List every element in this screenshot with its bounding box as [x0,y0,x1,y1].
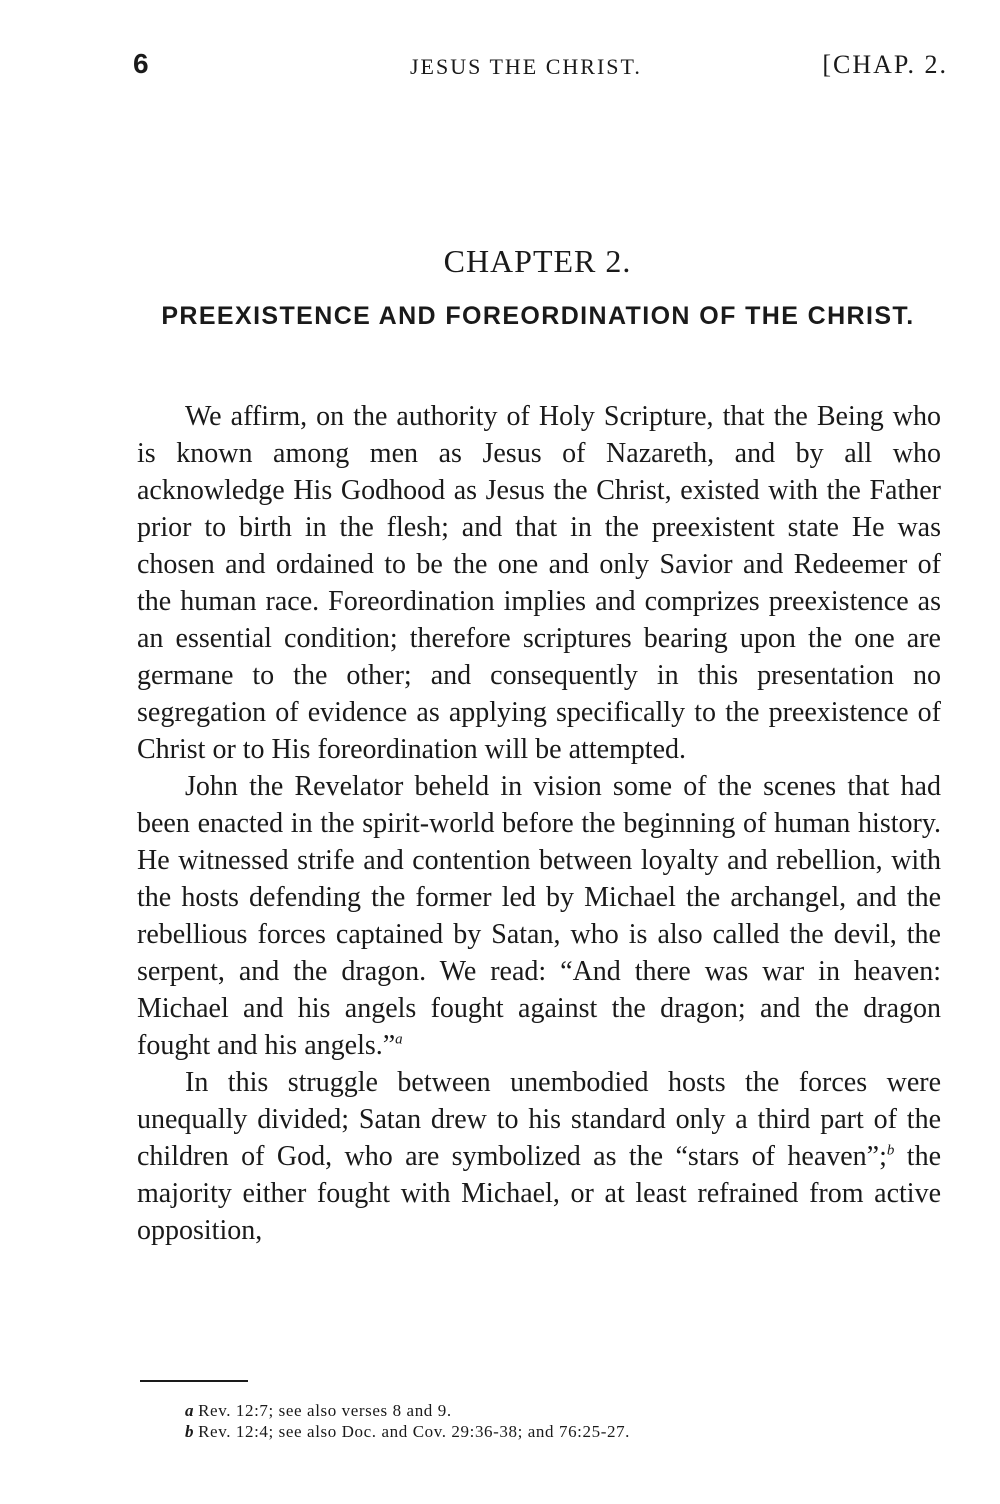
body-text [137,398,941,1249]
paragraph-text-continued: the majority either fought with Michael, or at least refrained from active opposition, [137,1141,941,1246]
paragraph-text: We affirm, on the authority of Holy Scripture, that the Being who is known among men as Jesus of Nazareth, and by all who acknowledge His Godhood as Jesus the Christ, existed with the Father prior to birth in the flesh; and that in the preexistent state He was chosen and ordained to be the one and only Savior and Redeemer of the human race. Foreordination implies and comprizes preexistence as an essential condition; therefore scriptures bearing upon the one are germane to the other; and consequently in this presentation no segregation of evidence as applying specifically to the preexistence of Christ or to His foreordination will be attempted. [137,401,941,765]
footnote-a [185,1400,885,1421]
chapter-reference: [CHAP. 2. [822,50,948,79]
footnote-divider [140,1380,248,1382]
paragraph-2 [137,768,941,1064]
footnotes [185,1400,885,1442]
footnote-mark-b: b [886,1142,895,1159]
footnote-mark-a: a [395,1031,403,1048]
footnote-text: Rev. 12:7; see also verses 8 and 9. [198,1401,452,1420]
paragraph-text: John the Revelator beheld in vision some of the scenes that had been enacted in the spirit-world before the beginning of human history. He witnessed strife and contention between loyalty and rebellion, with the hosts defending the former led by Michael the archangel, and the rebellious forces captained by Satan, who is also called the devil, the serpent, and the dragon. We read: “And there was war in heaven: Michael and his angels fought against the dragon; and the dragon fought and his angels.” [137,771,941,1061]
paragraph-1 [137,398,941,768]
footnote-mark: b [185,1422,195,1441]
running-title: JESUS THE CHRIST. [410,54,642,79]
running-header [133,48,948,88]
page-number: 6 [133,48,149,79]
chapter-subtitle: PREEXISTENCE AND FOREORDINATION OF THE CHRIST. [161,302,915,330]
footnote-text: Rev. 12:4; see also Doc. and Cov. 29:36-38; and 76:25-27. [198,1422,631,1441]
paragraph-text: In this struggle between unembodied hosts the forces were unequally divided; Satan drew to his standard only a third part of the children of God, who are symbolized as the “stars of heaven”; [137,1067,941,1172]
footnote-mark: a [185,1401,195,1420]
footnote-b [185,1421,885,1442]
paragraph-3 [137,1064,941,1249]
chapter-heading: CHAPTER 2. [443,243,632,279]
